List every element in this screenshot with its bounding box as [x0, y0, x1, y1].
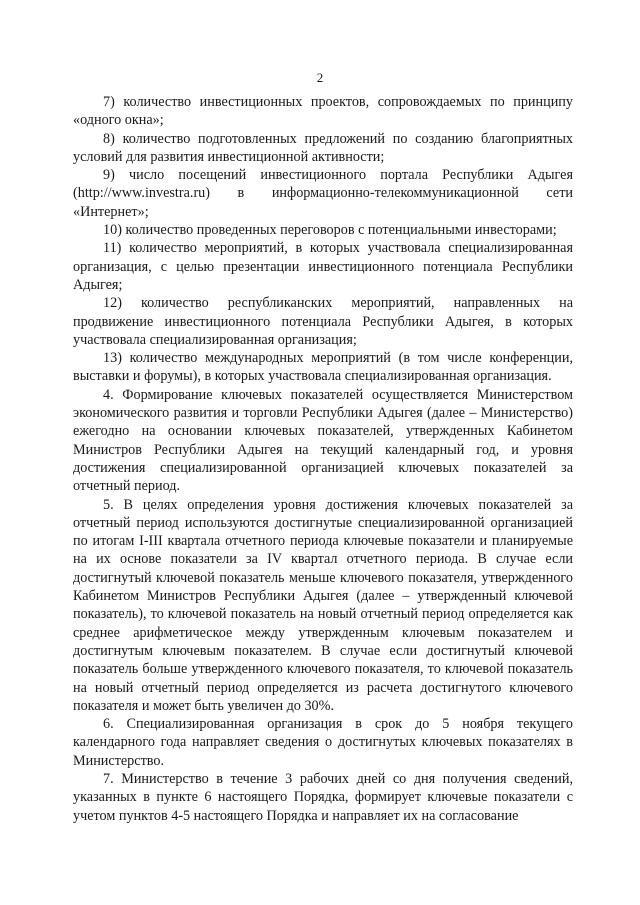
paragraph-clause-4: 4. Формирование ключевых показателей осуществляется Министерством экономического развития и торговли Республики Адыгея (далее – Министерство) ежегодно на основании ключевых показателей, утвержденных Кабинетом Министров Республики Адыгея на текущий календарный год, и уровня достижения специализированной организацией ключевых показателей за отчетный период.	[73, 386, 573, 495]
paragraph-item-8: 8) количество подготовленных предложений по созданию благоприятных условий для развития инвестиционной активности;	[73, 130, 573, 165]
page-number: 2	[316, 70, 324, 85]
paragraph-item-12: 12) количество республиканских мероприятий, направленных на продвижение инвестиционного потенциала Республики Адыгея, в которых участвовала специализированная организация;	[73, 295, 573, 348]
paragraph-clause-7: 7. Министерство в течение 3 рабочих дней со дня получения сведений, указанных в пункте 6 настоящего Порядка, формирует ключевые показатели с учетом пунктов 4-5 настоящего Порядка и направляет их на согласование	[73, 770, 573, 824]
paragraph-item-10: 10) количество проведенных переговоров с потенциальными инвесторами;	[103, 222, 557, 239]
paragraph-clause-6: 6. Специализированная организация в срок до 5 ноября текущего календарного года направляет сведения о достигнутых ключевых показателях в Министерство.	[73, 716, 573, 769]
paragraph-item-11: 11) количество мероприятий, в которых участвовала специализированная организация, с целью презентации инвестиционного потенциала Республики Адыгея;	[73, 240, 573, 293]
paragraph-clause-5: 5. В целях определения уровня достижения ключевых показателей за отчетный период используются достигнутые специализированной организацией по итогам I-III квартала отчетного периода ключевые показатели и планируемые на их основе показатели за IV квартал отчетного периода. В случае если достигнутый ключевой показатель меньше ключевого показателя, утвержденного Кабинетом Министров Республики Адыгея (далее – утвержденный ключевой показатель), то ключевой показатель на новый отчетный период определяется как среднее арифметическое между утвержденным ключевым показателем и достигнутым ключевым показателем. В случае если достигнутый ключевой показатель больше утвержденного ключевого показателя, то ключевой показатель на новый отчетный период определяется из расчета достигнутого ключевого показателя и может быть увеличен до 30%.	[73, 496, 573, 714]
paragraph-item-13: 13) количество международных мероприятий (в том числе конференции, выставки и форумы), в которых участвовала специализированная организация.	[73, 350, 573, 385]
paragraph-item-9: 9) число посещений инвестиционного портала Республики Адыгея (http://www.investra.ru) в информационно-телекоммуникационной сети «Интернет»;	[73, 167, 573, 220]
document-body	[73, 93, 573, 825]
paragraph-item-7: 7) количество инвестиционных проектов, сопровождаемых по принципу «одного окна»;	[73, 94, 573, 129]
